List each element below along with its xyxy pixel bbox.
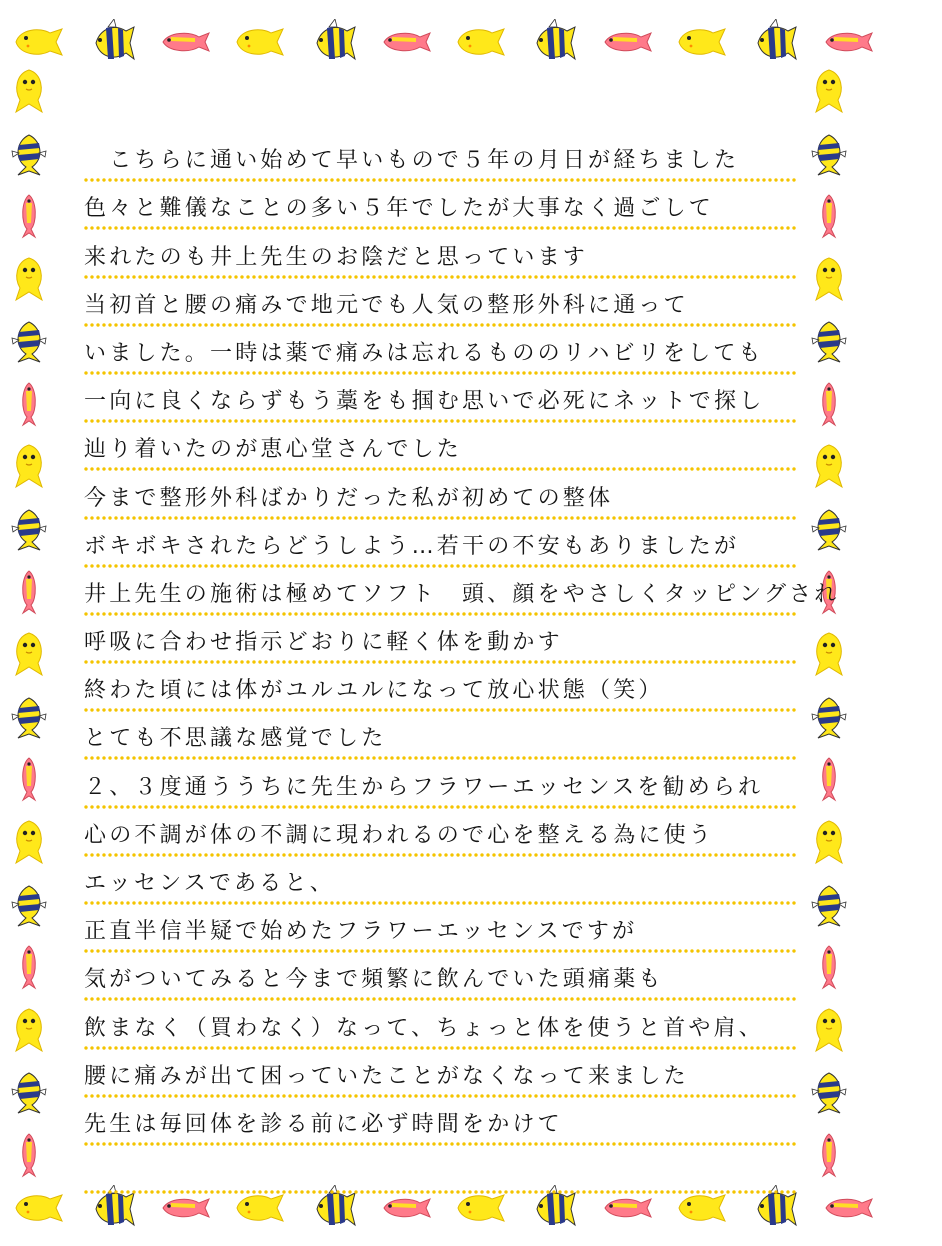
letter-line [84, 764, 796, 812]
letter-line-text: 飲まなく（買わなく）なって、ちょっと体を使うと首や肩、 [84, 1015, 764, 1041]
yellow-fish-icon [12, 443, 46, 489]
letter-line-text: こちらに通い始めて早いもので５年の月日が経ちました [84, 148, 740, 174]
letter-line [84, 186, 796, 234]
pink-fish-icon [603, 1195, 653, 1221]
letter-line [84, 716, 796, 764]
letter-line [84, 861, 796, 909]
dotted-rule [84, 853, 796, 857]
letter-line-text: エッセンスであると、 [84, 871, 335, 896]
dotted-rule [84, 949, 796, 953]
dotted-rule [84, 371, 796, 375]
letter-line [84, 331, 796, 379]
letter-line-text: 呼吸に合わせ指示どおりに軽く体を動かす [84, 630, 563, 656]
fish-border-top [14, 18, 874, 66]
yellow-fish-icon [235, 25, 285, 59]
letter-line-text: 来れたのも井上先生のお陰だと思っています [84, 244, 589, 270]
dotted-rule [84, 708, 796, 712]
dotted-rule [84, 467, 796, 471]
yellow-fish-icon [14, 1191, 64, 1225]
dotted-rule [84, 275, 796, 279]
letter-line-text: 今まで整形外科ばかりだった私が初めての整体 [84, 485, 614, 511]
yellow-fish-icon [812, 819, 846, 865]
letter-line [84, 379, 796, 427]
angelfish-icon [810, 882, 848, 928]
pink-fish-icon [382, 29, 432, 55]
letter-line-text: ２、３度通ううちに先生からフラワーエッセンスを勧められ [84, 774, 764, 800]
pink-fish-icon [18, 569, 40, 615]
yellow-fish-icon [12, 256, 46, 302]
letter-line [84, 1102, 796, 1150]
dotted-rule [84, 1046, 796, 1050]
yellow-fish-icon [812, 68, 846, 114]
pink-fish-icon [18, 756, 40, 802]
dotted-rule [84, 419, 796, 423]
yellow-fish-icon [456, 25, 506, 59]
yellow-fish-icon [812, 631, 846, 677]
dotted-rule [84, 660, 796, 664]
pink-fish-icon [824, 29, 874, 55]
letter-line-text: 色々と難儀なことの多い５年でしたが大事なく過ごして [84, 196, 715, 222]
dotted-rule [84, 1190, 796, 1194]
letter-line-text: 終わた頃には体がユルユルになって放心状態（笑） [84, 678, 664, 704]
letter-line-text: いました。一時は薬で痛みは忘れるもののリハビリをしても [84, 340, 764, 366]
letter-line [84, 668, 796, 716]
angelfish-icon [529, 19, 579, 65]
angelfish-icon [10, 1069, 48, 1115]
yellow-fish-icon [812, 256, 846, 302]
letter-line [84, 234, 796, 282]
letter-line-text: 辿り着いたのが恵心堂さんでした [84, 437, 463, 463]
angelfish-icon [10, 506, 48, 552]
pink-fish-icon [161, 29, 211, 55]
pink-fish-icon [818, 944, 840, 990]
angelfish-icon [10, 882, 48, 928]
dotted-rule [84, 1094, 796, 1098]
pink-fish-icon [18, 381, 40, 427]
fish-border-left [6, 68, 52, 1178]
letter-line-text: 気がついてみると今まで頻繁に飲んでいた頭痛薬も [84, 967, 664, 993]
yellow-fish-icon [12, 68, 46, 114]
yellow-fish-icon [677, 25, 727, 59]
pink-fish-icon [18, 1132, 40, 1178]
letter-line [84, 1150, 796, 1198]
letter-line-text: 腰に痛みが出て困っていたことがなくなって来ました [84, 1063, 689, 1089]
letter-line [84, 138, 796, 186]
pink-fish-icon [18, 944, 40, 990]
letter-line [84, 620, 796, 668]
letter-line [84, 475, 796, 523]
pink-fish-icon [818, 193, 840, 239]
angelfish-icon [10, 318, 48, 364]
yellow-fish-icon [812, 443, 846, 489]
dotted-rule [84, 564, 796, 568]
yellow-fish-icon [812, 1007, 846, 1053]
letter-line [84, 524, 796, 572]
pink-fish-icon [818, 381, 840, 427]
pink-fish-icon [603, 29, 653, 55]
dotted-rule [84, 901, 796, 905]
letter-line [84, 427, 796, 475]
angelfish-icon [10, 694, 48, 740]
yellow-fish-icon [12, 819, 46, 865]
pink-fish-icon [18, 193, 40, 239]
pink-fish-icon [382, 1195, 432, 1221]
dotted-rule [84, 516, 796, 520]
dotted-rule [84, 612, 796, 616]
letter-line-text: 当初首と腰の痛みで地元でも人気の整形外科に通って [84, 292, 689, 318]
dotted-rule [84, 323, 796, 327]
dotted-rule [84, 226, 796, 230]
angelfish-icon [10, 131, 48, 177]
yellow-fish-icon [12, 1007, 46, 1053]
pink-fish-icon [161, 1195, 211, 1221]
pink-fish-icon [824, 1195, 874, 1221]
angelfish-icon [810, 694, 848, 740]
letter-line-text: 一向に良くならずもう藁をも掴む思いで必死にネットで探し [84, 389, 765, 415]
fish-border-right [806, 68, 852, 1178]
letter-line [84, 283, 796, 331]
angelfish-icon [309, 19, 359, 65]
letter-line [84, 572, 840, 620]
yellow-fish-icon [14, 25, 64, 59]
letter-line-text: 心の不調が体の不調に現われるので心を整える為に使う [84, 822, 715, 848]
dotted-rule [84, 805, 796, 809]
yellow-fish-icon [12, 631, 46, 677]
pink-fish-icon [818, 1132, 840, 1178]
angelfish-icon [810, 131, 848, 177]
letter-line-text: 井上先生の施術は極めてソフト 頭、顔をやさしくタッピングされ [84, 581, 840, 607]
letter-line [84, 1005, 796, 1053]
letter-line-text: とても不思議な感覚でした [84, 726, 387, 752]
handwritten-letter [84, 138, 840, 1198]
angelfish-icon [810, 1069, 848, 1115]
dotted-rule [84, 1142, 796, 1146]
letter-line [84, 813, 796, 861]
dotted-rule [84, 178, 796, 182]
dotted-rule [84, 756, 796, 760]
angelfish-icon [810, 506, 848, 552]
dotted-rule [84, 997, 796, 1001]
letter-line [84, 957, 796, 1005]
letter-line [84, 1054, 796, 1102]
pink-fish-icon [818, 756, 840, 802]
angelfish-icon [88, 19, 138, 65]
letter-line-text: 先生は毎回体を診る前に必ず時間をかけて [84, 1111, 563, 1137]
letter-line [84, 909, 796, 957]
angelfish-icon [750, 19, 800, 65]
angelfish-icon [810, 318, 848, 364]
letter-line-text: ボキボキされたらどうしよう…若干の不安もありましたが [84, 533, 740, 559]
letter-line-text: 正直半信半疑で始めたフラワーエッセンスですが [84, 919, 638, 945]
